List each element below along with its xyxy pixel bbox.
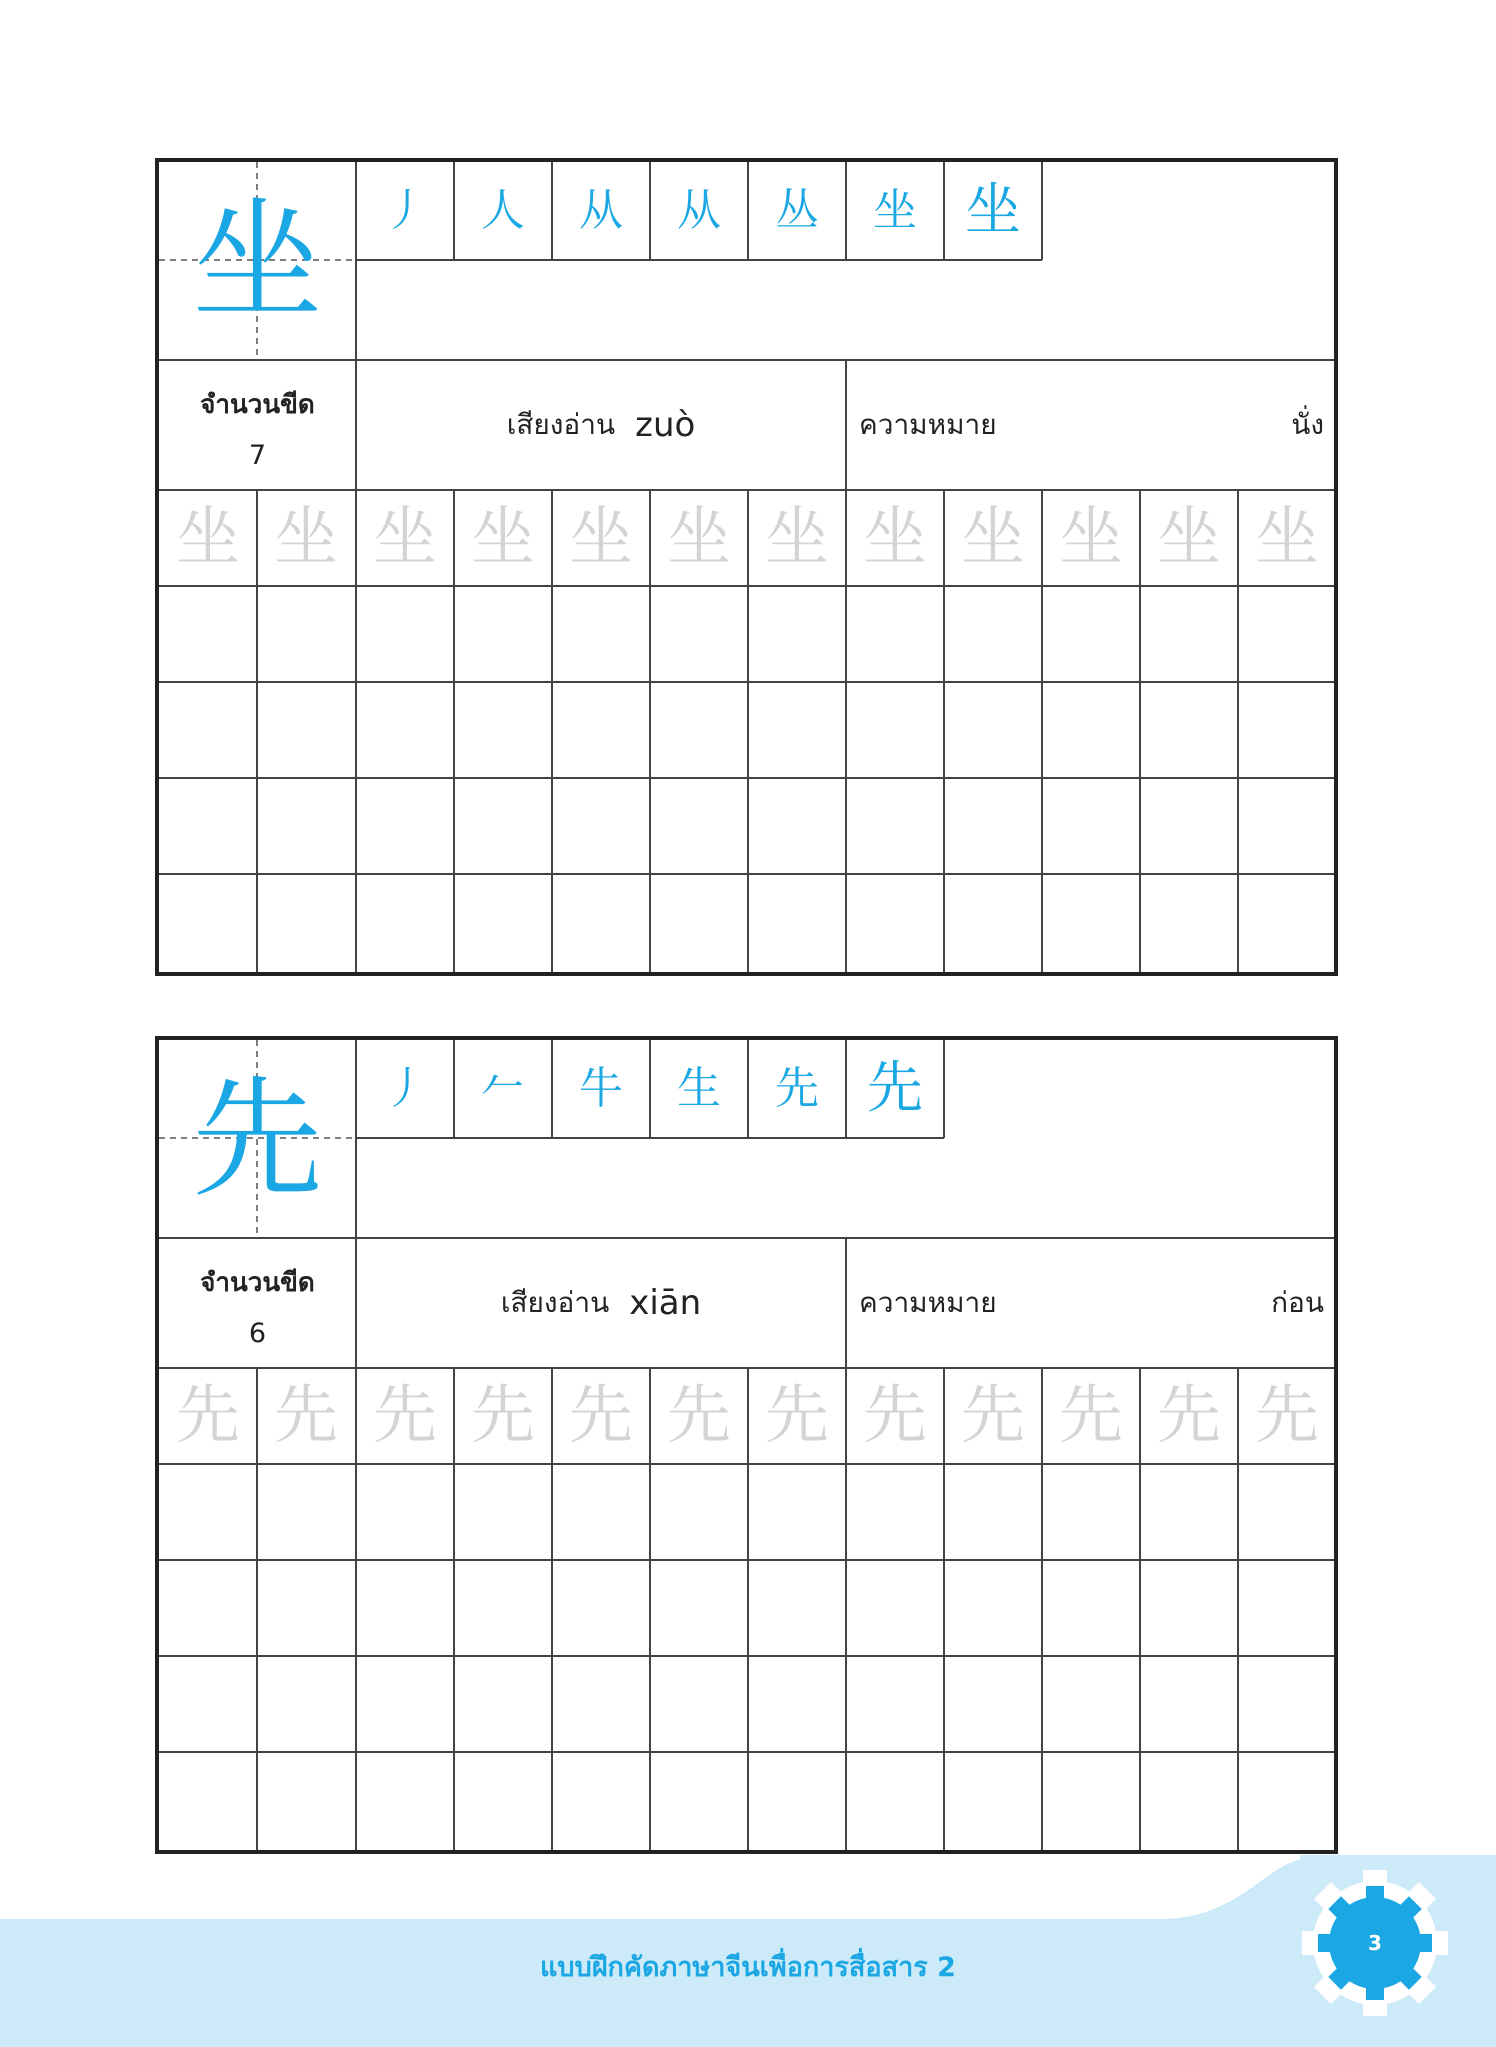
trace-character: 坐 [569, 501, 633, 575]
stroke-step: 牛 [579, 1063, 623, 1114]
trace-character: 坐 [1255, 501, 1319, 575]
reading-label: เสียงอ่าน [506, 408, 616, 441]
trace-character: 先 [176, 1379, 240, 1453]
meaning-value: ก่อน [1271, 1286, 1324, 1319]
meaning-label: ความหมาย [859, 408, 997, 441]
stroke-step-final: 坐 [965, 178, 1021, 243]
trace-character: 坐 [373, 501, 437, 575]
practice-sheet-1 [155, 158, 1338, 976]
stroke-step: 从 [579, 185, 623, 236]
page-number: 3 [1368, 1931, 1382, 1955]
stroke-count-label: จำนวนขีด [200, 390, 315, 420]
stroke-step: 生 [677, 1063, 721, 1114]
trace-character: 先 [1157, 1379, 1221, 1453]
trace-character: 先 [667, 1379, 731, 1453]
trace-character: 坐 [863, 501, 927, 575]
trace-character: 先 [961, 1379, 1025, 1453]
trace-character: 坐 [765, 501, 829, 575]
stroke-step: 坐 [873, 185, 917, 236]
reading-block [356, 1238, 846, 1368]
trace-character: 先 [373, 1379, 437, 1453]
trace-character: 坐 [1059, 501, 1123, 575]
trace-character: 先 [1059, 1379, 1123, 1453]
stroke-count-value: 7 [248, 440, 267, 471]
trace-character: 坐 [176, 501, 240, 575]
pinyin: zuò [635, 405, 696, 445]
stroke-step-final: 先 [867, 1056, 923, 1121]
practice-sheet-2 [155, 1036, 1338, 1854]
main-character: 先 [192, 1062, 323, 1215]
stroke-step: 从 [677, 185, 721, 236]
trace-character: 先 [569, 1379, 633, 1453]
stroke-count-value: 6 [248, 1318, 267, 1349]
trace-character: 坐 [667, 501, 731, 575]
pinyin: xiān [629, 1283, 702, 1323]
stroke-step: 丛 [775, 185, 819, 236]
trace-character: 坐 [1157, 501, 1221, 575]
stroke-step: 人 [481, 185, 525, 236]
trace-character: 坐 [274, 501, 338, 575]
reading-label: เสียงอ่าน [500, 1286, 610, 1319]
trace-character: 先 [471, 1379, 535, 1453]
meaning-label: ความหมาย [859, 1286, 997, 1319]
trace-character: 先 [863, 1379, 927, 1453]
stroke-step: 𠂉 [481, 1063, 525, 1114]
trace-character: 先 [1255, 1379, 1319, 1453]
reading-block [356, 360, 846, 490]
meaning-value: นั่ง [1291, 408, 1324, 441]
stroke-step: 丿 [383, 1063, 427, 1114]
book-title: แบบฝึกคัดภาษาจีนเพื่อการสื่อสาร 2 [540, 1952, 956, 1983]
trace-character: 坐 [471, 501, 535, 575]
stroke-step: 先 [775, 1063, 819, 1114]
stroke-count-label: จำนวนขีด [200, 1268, 315, 1298]
stroke-step: 丿 [383, 185, 427, 236]
trace-character: 坐 [961, 501, 1025, 575]
trace-character: 先 [765, 1379, 829, 1453]
main-character: 坐 [192, 184, 323, 337]
trace-character: 先 [274, 1379, 338, 1453]
